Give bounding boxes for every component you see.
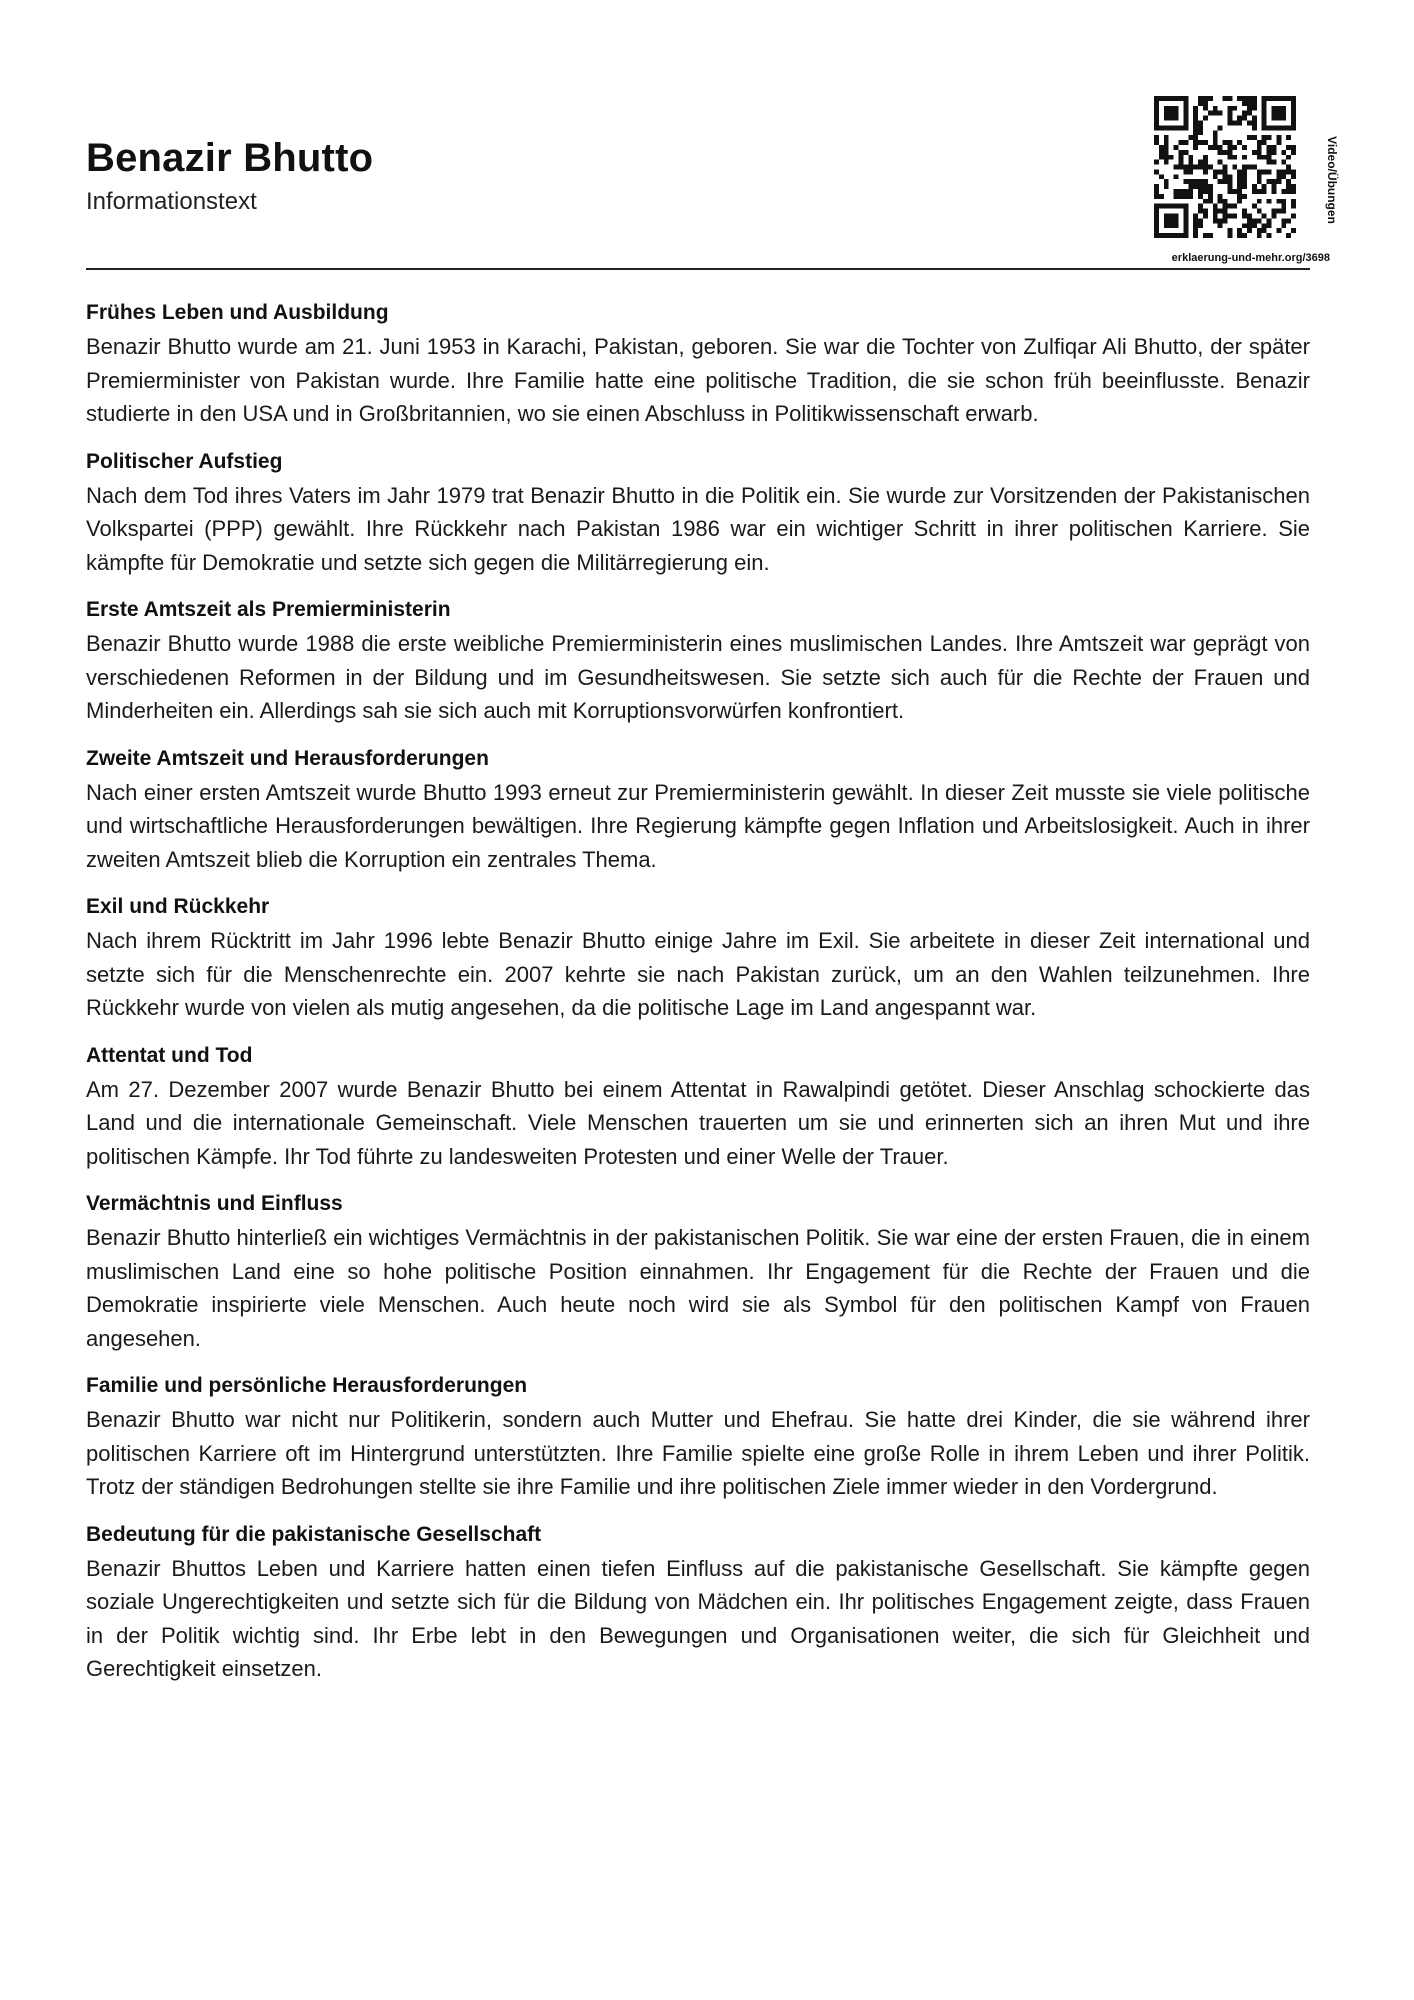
- section-heading: Attentat und Tod: [86, 1043, 253, 1067]
- section-first-term: [86, 593, 1310, 728]
- section-heading: Erste Amtszeit als Premierministerin: [86, 598, 451, 621]
- source-url[interactable]: erklaerung-und-mehr.org/3698: [1171, 252, 1330, 264]
- section-text: Benazir Bhutto war nicht nur Politikerin, sondern auch Mutter und Ehefrau. Sie hatte drei Kinder, die sie während ihrer politischen Karriere oft im Hintergrund unterstützten. Ihre Familie spielte eine große Rolle in ihrem Leben und ihrer Politik. Trotz der ständigen Bedrohungen stellte sie ihre Familie und ihre politischen Ziele immer wieder in den Vordergrund.: [86, 1407, 1310, 1499]
- document-page: [86, 0, 1339, 2000]
- section-text: Nach einer ersten Amtszeit wurde Bhutto 1993 erneut zur Premierministerin gewählt. In dieser Zeit musste sie viele politische und wirtschaftliche Herausforderungen bewältigen. Ihre Regierung kämpfte gegen Inflation und Arbeitslosigkeit. Auch in ihrer zweiten Amtszeit blieb die Korruption ein zentrales Thema.: [86, 779, 1310, 872]
- section-exile-return: [86, 890, 1310, 1025]
- section-heading: Exil und Rückkehr: [86, 895, 270, 918]
- header-divider: [86, 268, 1310, 270]
- video-exercises-label: [1322, 120, 1342, 240]
- section-family: [86, 1369, 1310, 1504]
- section-text: Benazir Bhutto hinterließ ein wichtiges Vermächtnis in der pakistanischen Politik. Sie war eine der ersten Frauen, die in einem muslimischen Land eine so hohe politische Position einnahmen. Ihr Engagement für die Rechte der Frauen und die Demokratie inspirierte viele Menschen. Auch heute noch wird sie als Symbol für den politischen Kampf von Frauen angesehen.: [86, 1225, 1310, 1351]
- section-text: Benazir Bhutto wurde 1988 die erste weibliche Premierministerin eines muslimischen Landes. Ihre Amtszeit war geprägt von verschiedenen Reformen in der Bildung und im Gesundheitswesen. Sie setzte sich auch für die Rechte der Frauen und Minderheiten ein. Allerdings sah sie sich auch mit Korruptionsvorwürfen konfrontiert.: [86, 631, 1310, 723]
- section-text: Benazir Bhutto wurde am 21. Juni 1953 in Karachi, Pakistan, geboren. Sie war die Tochter von Zulfiqar Ali Bhutto, der später Premierminister von Pakistan wurde. Ihre Familie hatte eine politische Tradition, die sie schon früh beeinflusste. Benazir studierte in den USA und in Großbritannien, wo sie einen Abschluss in Politikwissenschaft erwarb.: [86, 334, 1310, 426]
- section-second-term: [86, 742, 1310, 877]
- section-heading: Frühes Leben und Ausbildung: [86, 301, 389, 324]
- section-text: Am 27. Dezember 2007 wurde Benazir Bhutto bei einem Attentat in Rawalpindi getötet. Dieser Anschlag schockierte das Land und die internationale Gemeinschaft. Viele Menschen trauerten um sie und erinnerten sich an ihren Mut und ihre politischen Kämpfe. Ihr Tod führte zu landesweiten Protesten und einer Welle der Trauer.: [86, 1076, 1310, 1169]
- section-legacy: [86, 1187, 1310, 1355]
- section-assassination: [86, 1039, 1310, 1174]
- section-heading: Politischer Aufstieg: [86, 449, 283, 473]
- section-significance: [86, 1518, 1310, 1686]
- section-text: Benazir Bhuttos Leben und Karriere hatten einen tiefen Einfluss auf die pakistanische Gesellschaft. Sie kämpfte gegen soziale Ungerechtigkeiten und setzte sich für die Bildung von Mädchen ein. Ihr politisches Engagement zeigte, dass Frauen in der Politik wichtig sind. Ihr Erbe lebt in den Bewegungen und Organisationen weiter, die sich für Gleichheit und Gerechtigkeit einsetzen.: [86, 1555, 1310, 1681]
- side-label-text: Video/Übungen: [1325, 136, 1339, 224]
- section-heading: Familie und persönliche Herausforderungen: [86, 1374, 528, 1397]
- qr-code-graphic: [1154, 96, 1296, 238]
- section-political-rise: [86, 445, 1310, 580]
- section-text: Nach ihrem Rücktritt im Jahr 1996 lebte Benazir Bhutto einige Jahre im Exil. Sie arbeitete in dieser Zeit international und setzte sich für die Menschenrechte ein. 2007 kehrte sie nach Pakistan zurück, um an den Wahlen teilzunehmen. Ihre Rückkehr wurde von vielen als mutig angesehen, da die politische Lage im Land angespannt war.: [86, 928, 1310, 1020]
- page-title: Benazir Bhutto: [86, 136, 374, 180]
- section-heading: Zweite Amtszeit und Herausforderungen: [86, 746, 489, 770]
- section-heading: Vermächtnis und Einfluss: [86, 1192, 343, 1215]
- qr-code-icon[interactable]: [1154, 96, 1296, 238]
- section-text: Nach dem Tod ihres Vaters im Jahr 1979 trat Benazir Bhutto in die Politik ein. Sie wurde zur Vorsitzenden der Pakistanischen Volkspartei (PPP) gewählt. Ihre Rückkehr nach Pakistan 1986 war ein wichtiger Schritt in ihrer politischen Karriere. Sie kämpfte für Demokratie und setzte sich gegen die Militärregierung ein.: [86, 482, 1310, 575]
- page-subtitle: Informationstext: [86, 188, 257, 215]
- article-body: [86, 296, 1310, 1700]
- section-heading: Bedeutung für die pakistanische Gesellschaft: [86, 1522, 542, 1546]
- section-early-life: [86, 296, 1310, 431]
